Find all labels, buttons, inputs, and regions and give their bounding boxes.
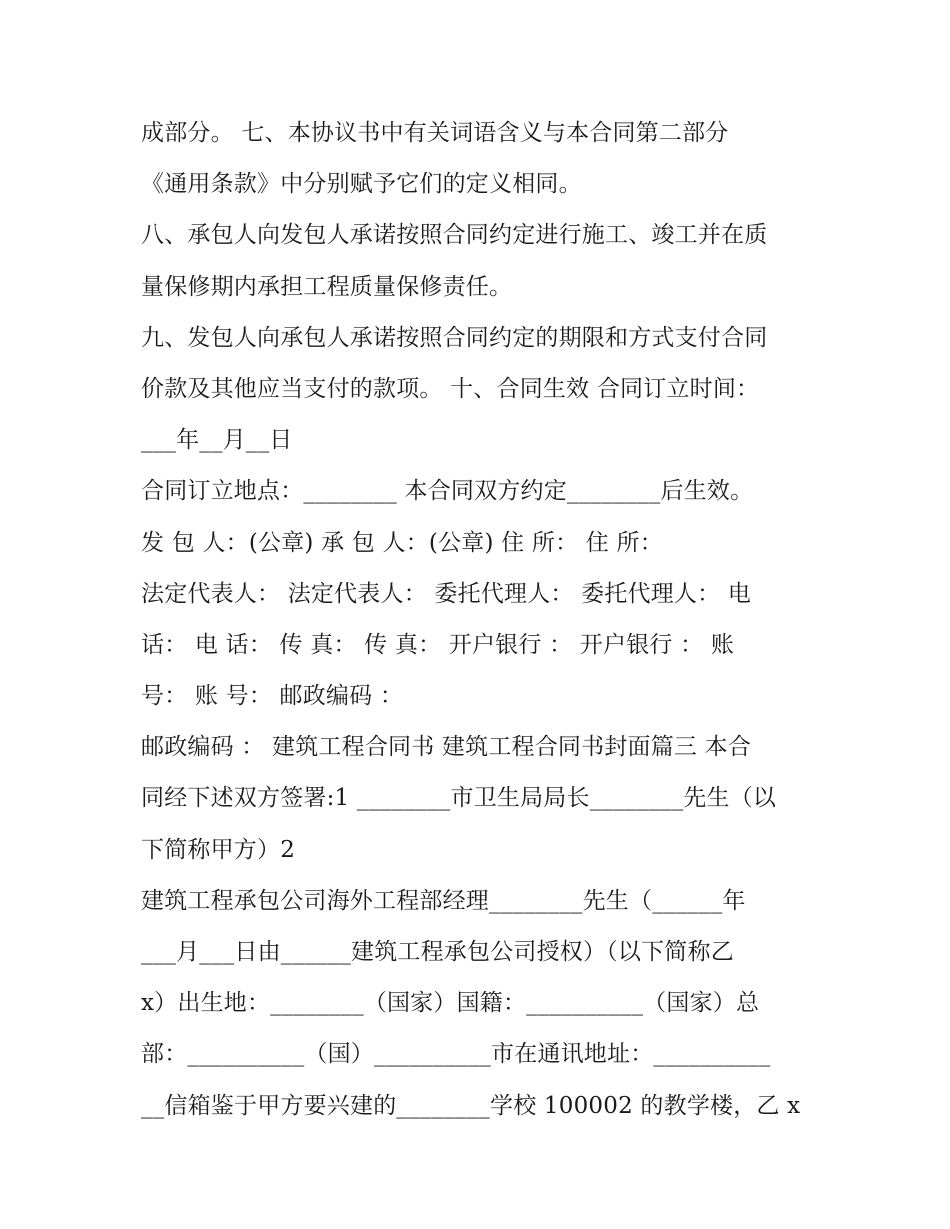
text-line: 同经下述双方签署:1 ________市卫生局局长________先生（以 <box>141 785 777 812</box>
text-line: 八、承包人向发包人承诺按照合同约定进行施工、竣工并在质 <box>141 222 768 249</box>
text-line: 量保修期内承担工程质量保修责任。 <box>141 273 513 300</box>
text-line: ___年__月__日 <box>141 427 293 454</box>
text-line: __信箱鉴于甲方要兴建的________学校 100002 的教学楼，乙 x <box>141 1092 801 1119</box>
document-body <box>141 108 821 1132</box>
text-line: ___月___日由______建筑工程承包公司授权）（以下简称乙 <box>141 939 734 965</box>
text-line: 话： 电 话： 传 真： 传 真： 开户银行 ： 开户银行 ： 账 <box>141 631 735 658</box>
text-line: 成部分。 七、本协议书中有关词语含义与本合同第二部分 <box>141 120 729 146</box>
text-line: 法定代表人： 法定代表人： 委托代理人： 委托代理人： 电 <box>141 580 752 607</box>
text-line: 价款及其他应当支付的款项。 十、合同生效 合同订立时间： <box>141 375 760 402</box>
text-line: x）出生地：________（国家）国籍：__________（国家）总 <box>141 990 760 1017</box>
text-line: 下简称甲方）2 <box>141 836 296 863</box>
text-line: 发 包 人：(公章) 承 包 人：(公章) 住 所： 住 所： <box>141 529 663 556</box>
text-line: 九、发包人向承包人承诺按照合同约定的期限和方式支付合同 <box>141 324 768 351</box>
text-line: 合同订立地点：________ 本合同双方约定________后生效。 <box>141 478 754 505</box>
text-line: 号： 账 号： 邮政编码 ： <box>141 683 404 710</box>
text-line: 建筑工程承包公司海外工程部经理________先生（______年 <box>141 887 746 914</box>
text-line: 邮政编码 ： 建筑工程合同书 建筑工程合同书封面篇三 本合 <box>141 734 752 761</box>
text-line: 《通用条款》中分别赋予它们的定义相同。 <box>141 171 582 198</box>
text-line: 部：__________（国）__________市在通讯地址：__________ <box>141 1041 771 1068</box>
